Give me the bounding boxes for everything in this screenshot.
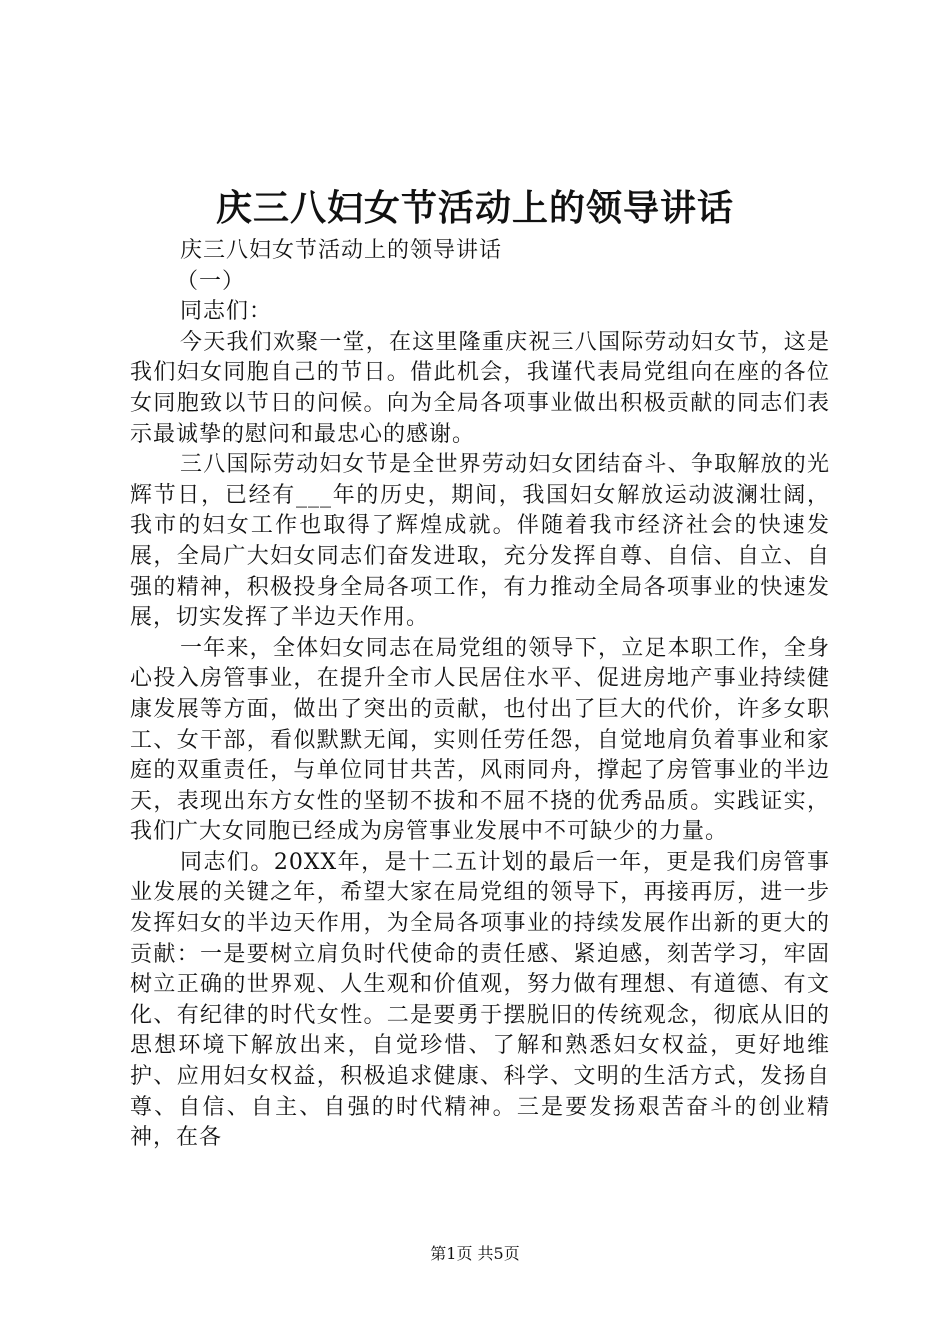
section-number: （一） [176,268,246,294]
page-footer: 第1页 共5页 [430,1244,520,1263]
paragraph: 一年来，全体妇女同志在局党组的领导下，立足本职工作，全身心投入房管事业，在提升全市人民居住水平、促进房地产事业持续健康发展等方面，做出了突出的贡献，也付出了巨大的代价，许多女职工、女干部，看似默默无闻，实则任劳任怨，自觉地肩负着事业和家庭的双重责任，与单位同甘共苦，风雨同舟，撑起了房管事业的半边天，表现出东方女性的坚韧不拔和不屈不挠的优秀品质。实践证实，我们广大女同胞已经成为房管事业发展中不可缺少的力量。 [130,635,830,845]
subtitle-line: 庆三八妇女节活动上的领导讲话 [180,238,503,263]
paragraph: 三八国际劳动妇女节是全世界劳动妇女团结奋斗、争取解放的光辉节日，已经有___年的历史，期间，我国妇女解放运动波澜壮阔，我市的妇女工作也取得了辉煌成就。伴随着我市经济社会的快速发展，全局广大妇女同志们奋发进取，充分发挥自尊、自信、自立、自强的精神，积极投身全局各项工作，有力推动全局各项事业的快速发展，切实发挥了半边天作用。 [130,452,830,631]
document-title: 庆三八妇女节活动上的领导讲话 [215,187,734,229]
paragraph: 今天我们欢聚一堂，在这里隆重庆祝三八国际劳动妇女节，这是我们妇女同胞自己的节日。借此机会，我谨代表局党组向在座的各位女同胞致以节日的问候。向为全局各项事业做出积极贡献的同志们表示最诚挚的慰问和最忠心的感谢。 [130,329,830,447]
greeting-line: 同志们： [180,299,273,325]
document-body [130,236,830,1154]
paragraph: 同志们。20XX年，是十二五计划的最后一年，更是我们房管事业发展的关键之年，希望大家在局党组的领导下，再接再厉，进一步发挥妇女的半边天作用，为全局各项事业的持续发展作出新的更大的贡献：一是要树立肩负时代使命的责任感、紧迫感，刻苦学习，牢固树立正确的世界观、人生观和价值观，努力做有理想、有道德、有文化、有纪律的时代女性。二是要勇于摆脱旧的传统观念，彻底从旧的思想环境下解放出来，自觉珍惜、了解和熟悉妇女权益，更好地维护、应用妇女权益，积极追求健康、科学、文明的生活方式，发扬自尊、自信、自主、自强的时代精神。三是要发扬艰苦奋斗的创业精神，在各 [130,849,830,1151]
